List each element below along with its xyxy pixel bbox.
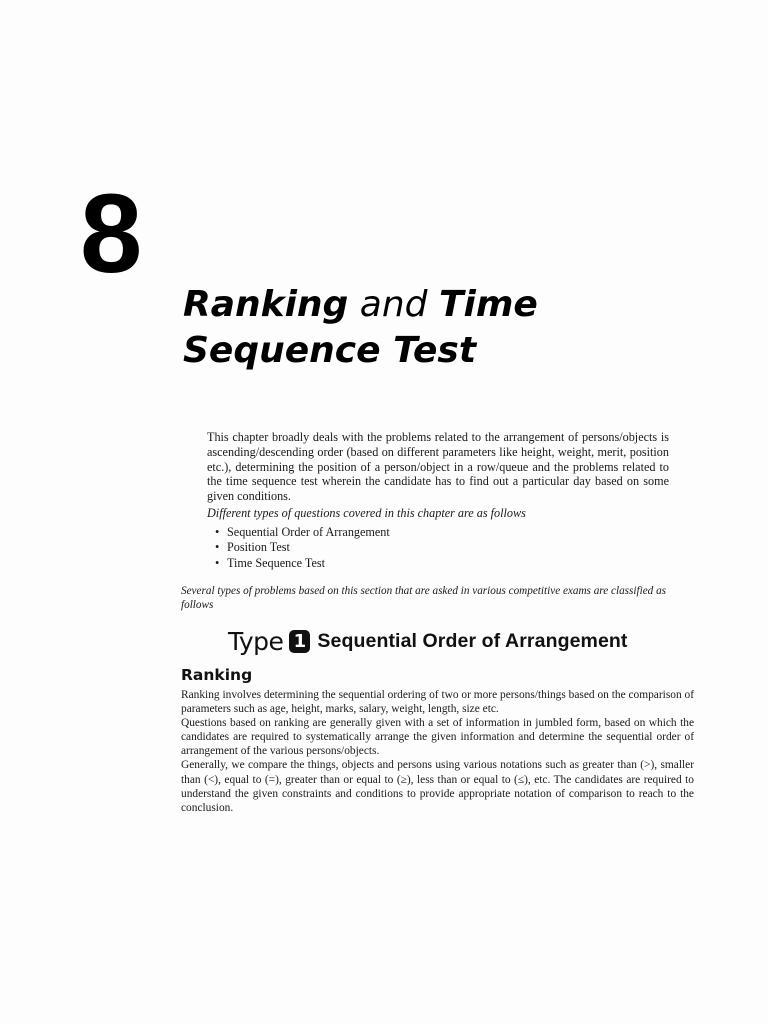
chapter-title-ranking: Ranking [183, 284, 349, 325]
list-item-label: Time Sequence Test [227, 555, 325, 570]
chapter-title-time: Time [438, 284, 538, 325]
type-title: Sequential Order of Arrangement [317, 629, 628, 652]
types-heading: Different types of questions covered in this chapter are as follows [207, 505, 526, 520]
chapter-title [183, 282, 703, 374]
type-word: Type [228, 626, 284, 656]
bullet-icon: • [215, 540, 220, 555]
bullet-icon: • [215, 524, 220, 539]
type-heading [228, 624, 628, 658]
intro-paragraph: This chapter broadly deals with the problems related to the arrangement of persons/objects is ascending/descending order (based on different parameters like height, weight, merit, position etc.), determining the position of a person/object in a row/queue and the problems related to the time sequence test wherein the candidate has to find out a particular day based on some given conditions. [207, 430, 669, 504]
chapter-number: 8 [80, 171, 141, 296]
classified-note: Several types of problems based on this section that are asked in various competitive exams are classified as follows [181, 585, 667, 611]
chapter-title-sequence-test: Sequence Test [183, 330, 477, 371]
list-item-label: Sequential Order of Arrangement [227, 524, 390, 539]
body-paragraph: Questions based on ranking are generally given with a set of information in jumbled form, based on which the candidates are required to systematically arrange the given information and determine the sequential order of arrangement of the various persons/objects. [181, 717, 694, 758]
body-paragraph: Ranking involves determining the sequential ordering of two or more persons/things based on the comparison of parameters such as age, height, marks, salary, weight, length, size etc. [181, 689, 694, 716]
body-paragraph: Generally, we compare the things, objects and persons using various notations such as greater than (>), smaller than (<), equal to (=), greater than or equal to (≥), less than or equal to (≤), etc. The candidates are required to understand the given constraints and conditions to provide appropriate notation of comparison to reach to the conclusion. [181, 759, 694, 814]
section-heading: Ranking [181, 666, 253, 684]
bullet-icon: • [215, 555, 220, 570]
chapter-title-and: and [359, 284, 428, 325]
list-item [215, 556, 669, 572]
chapter-intro [207, 430, 669, 571]
type-number-badge: 1 [289, 630, 310, 653]
list-item-label: Position Test [227, 540, 290, 555]
list-item [215, 540, 669, 556]
section-body [181, 688, 694, 815]
types-list [207, 525, 669, 572]
list-item [215, 525, 669, 541]
